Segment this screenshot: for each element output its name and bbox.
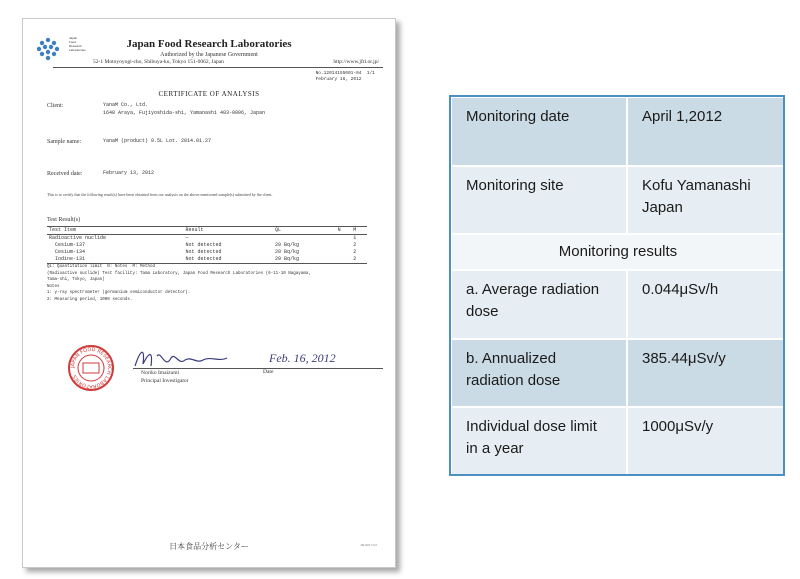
row-label: Individual dose limit in a year [451,407,627,476]
authorization-line: Authorized by the Japanese Government [160,52,258,58]
lab-name: Japan Food Research Laboratories [126,38,292,50]
received-date: February 13, 2012 [103,170,155,176]
lab-url: http://www.jfrl.or.jp/ [333,59,379,65]
test-results-table [47,226,367,264]
form-code: ID-0017-02 [360,543,377,547]
row-value: 385.44μSv/y [627,339,785,408]
handwritten-date: Feb. 16, 2012 [269,351,336,365]
table-row [451,339,785,408]
row-value: Kofu Yamanashi Japan [627,166,785,235]
table-row [451,270,785,339]
row-label: a. Average radiation dose [451,270,627,339]
table-row [451,407,785,476]
results-heading-row [451,234,785,270]
logo-text: Japan Food Research Laboratories [69,36,86,52]
results-heading: Monitoring results [451,234,785,270]
page-indicator: 1/1 [366,71,375,76]
issue-date: February 16, 2012 [315,77,362,82]
table-row: Cesium-134 Not detected 20 Bq/kg 2 [49,249,357,255]
row-label: b. Annualized radiation dose [451,339,627,408]
row-label: Monitoring date [451,97,627,166]
row-value: 1000μSv/y [627,407,785,476]
certificate-of-analysis [22,18,396,568]
lab-address: 52-1 Motoyoyogi-cho, Shibuya-ku, Tokyo 151-0062, Japan [93,59,224,65]
signer-name: Noriko Imaizumi [141,370,180,376]
signer-block [141,369,189,385]
certificate-title: CERTIFICATE OF ANALYSIS [158,90,260,98]
footer-org-name: 日本食品分析センター [169,542,249,551]
client-label: Client: [47,103,64,109]
sample-name: YanaM (product) 0.5L Lot. 2014.01.27 [103,138,212,144]
date-label: Date [263,369,274,375]
table-row: Iodine-131 Not detected 20 Bq/kg 2 [47,256,367,264]
monitoring-table [450,96,786,477]
svg-text:JAPAN FOOD RESEARCH LABORATORI: JAPAN FOOD RESEARCH LABORATORIES [69,346,113,390]
row-label: Monitoring site [451,166,627,235]
test-results-header: Test Item Result QL N M [47,227,367,235]
table-row: Cesium-137 Not detected 20 Bq/kg 2 [49,242,357,248]
certificate-number: No.12014155001-04 [315,71,362,76]
laboratory-seal-icon [67,344,115,392]
certificate-number-block [316,71,375,83]
row-value: April 1,2012 [627,97,785,166]
table-row [451,166,785,235]
sample-label: Sample name: [47,139,82,145]
test-notes: QL: Quantitation limit N: Notes M: Method (Radioactive nuclide) Test facility: Tama Laboratory, Japan Food Research Laboratories (6-11-10 Nagayama, Tama-shi, Tokyo, Japan) Notes 1: γ-ray spectrometer (germanium semiconductor detector). 2: Measuring period, 1000 seconds. [47,265,311,302]
client-address: 1648 Araya, Fujiyoshida-shi, Yamanashi 403-0006, Japan [103,110,266,116]
certification-statement: This is to certify that the following result(s) have been obtained from our analysis on the above-mentioned sample(s) submitted by the client. [47,192,273,197]
test-results-label: Test Result(s) [47,217,81,223]
header-divider [53,67,383,68]
signer-title: Principal Investigator [141,378,189,384]
table-row [451,97,785,166]
client-name: YanaM Co., Ltd. [103,102,149,108]
row-value: 0.044μSv/h [627,270,785,339]
table-row: Radioactive nuclide — 1 [49,235,357,241]
received-label: Received date: [47,171,83,177]
